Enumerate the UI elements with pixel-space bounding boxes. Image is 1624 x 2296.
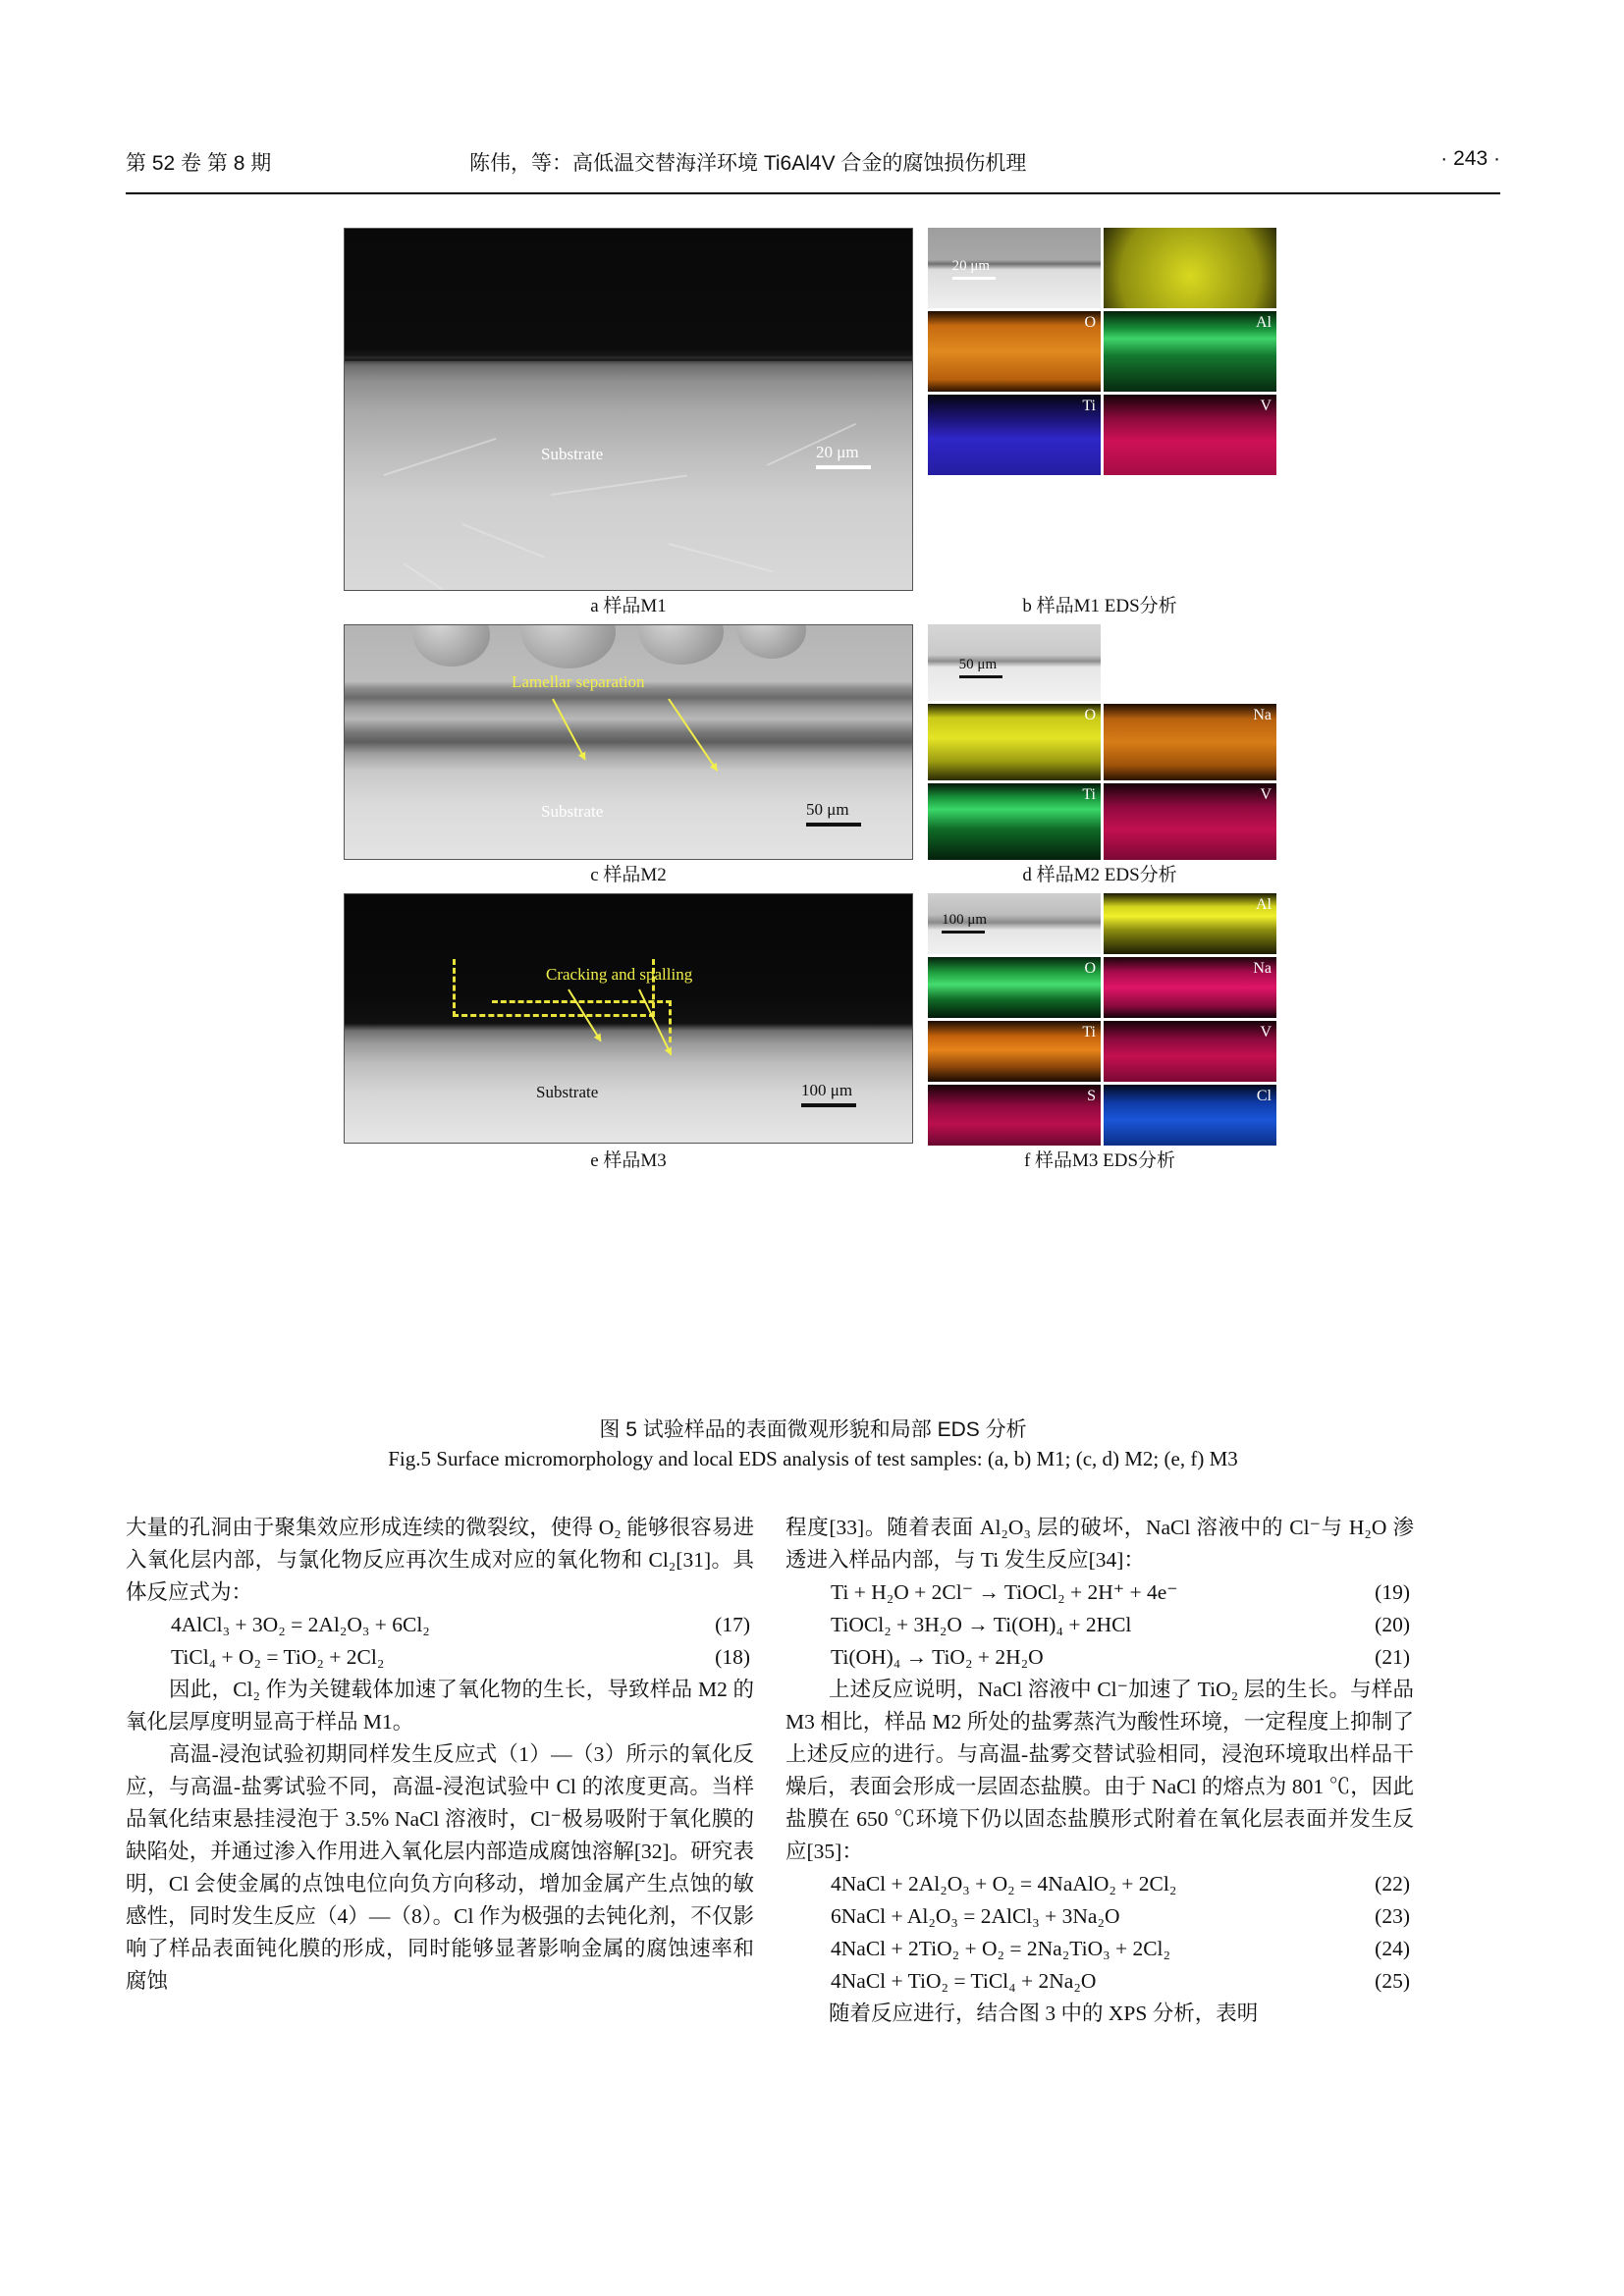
page-number: · 243 · bbox=[1440, 147, 1500, 170]
eds-map-na-m3: Na bbox=[1104, 957, 1276, 1018]
equation-22-number: (22) bbox=[1375, 1872, 1410, 1896]
eds-map-al-m3: Al bbox=[1104, 893, 1276, 954]
page-header bbox=[126, 147, 1500, 187]
eds-map-s-m3: S bbox=[928, 1085, 1101, 1146]
paragraph-right-2: 上述反应说明，NaCl 溶液中 Cl⁻加速了 TiO₂ 层的生长。与样品 M3 相比，样品 M2 所处的盐雾蒸汽为酸性环境，一定程度上抑制了上述反应的进行。与高温-盐雾交替试验相同，浸泡环境取出样品干燥后，表面会形成一层固态盐膜。由于 NaCl 的熔点为 801 ℃，因此盐膜在 650 ℃环境下仍以固态盐膜形式附着在氧化层表面并发生反应[35]： bbox=[785, 1678, 1414, 1863]
eds-map-cl-m3: Cl bbox=[1104, 1085, 1276, 1146]
paragraph-left-2: 因此，Cl₂ 作为关键载体加速了氧化物的生长，导致样品 M2 的氧化层厚度明显高于样品 M1。 bbox=[126, 1678, 754, 1734]
annotation-arrow-1 bbox=[552, 699, 586, 761]
volume-issue: 第 52 卷 第 8 期 bbox=[126, 152, 272, 175]
sem-image-m3 bbox=[344, 893, 913, 1144]
equation-22 bbox=[785, 1868, 1414, 1900]
paragraph-right-3: 随着反应进行，结合图 3 中的 XPS 分析，表明 bbox=[829, 2002, 1259, 2025]
paragraph-left-3: 高温-浸泡试验初期同样发生反应式（1）—（3）所示的氧化反应，与高温-盐雾试验不同，高温-浸泡试验中 Cl 的浓度更高。当样品氧化结束悬挂浸泡于 3.5% NaCl 溶液时，Cl⁻极易吸附于氧化膜的缺陷处，并通过渗入作用进入氧化层内部造成腐蚀溶解[32]。研究表明，Cl 会使金属的点蚀电位向负方向移动，增加金属产生点蚀的敏感性，同时发生反应（4）—（8）。Cl 作为极强的去钝化剂，不仅影响了样品表面钝化膜的形成，同时能够显著影响金属的腐蚀速率和腐蚀 bbox=[126, 1742, 754, 1993]
scalebar-m1: 20 μm bbox=[816, 443, 871, 469]
equation-19-number: (19) bbox=[1375, 1580, 1410, 1604]
substrate-label-m1: Substrate bbox=[541, 445, 604, 463]
annotation-arrow-2 bbox=[668, 698, 718, 771]
equation-17 bbox=[126, 1609, 754, 1641]
equation-19-text: Ti + H₂O + 2Cl⁻ → TiOCl₂ + 2H⁺ + 4e⁻ bbox=[831, 1580, 1178, 1604]
paragraph-right-1: 程度[33]。随着表面 Al₂O₃ 层的破坏，NaCl 溶液中的 Cl⁻与 H₂O 渗透进入样品内部，与 Ti 发生反应[34]： bbox=[785, 1516, 1414, 1572]
body-column-right bbox=[785, 1512, 1414, 2030]
eds-map-ti-m1: Ti bbox=[928, 395, 1101, 475]
equation-20 bbox=[785, 1609, 1414, 1641]
figure-row-2 bbox=[344, 624, 1276, 889]
substrate-label-m3: Substrate bbox=[536, 1083, 599, 1101]
equation-21-number: (21) bbox=[1375, 1645, 1410, 1669]
caption-c: c 样品M2 bbox=[590, 865, 667, 885]
eds-map-o-m1: O bbox=[928, 311, 1101, 392]
annotation-cracking-spalling: Cracking and spalling bbox=[546, 965, 693, 984]
equation-18-number: (18) bbox=[715, 1645, 750, 1669]
eds-map-al-m1: Al bbox=[1104, 311, 1276, 392]
oxide-interface-line bbox=[345, 358, 912, 361]
figure-row-1 bbox=[344, 228, 1276, 620]
eds-sem-thumb-m3 bbox=[928, 893, 1101, 954]
equation-24-text: 4NaCl + 2TiO₂ + O₂ = 2Na₂TiO₃ + 2Cl₂ bbox=[831, 1937, 1171, 1960]
figure-row-2-captions bbox=[344, 860, 1276, 889]
scalebar-m3: 100 μm bbox=[801, 1081, 856, 1107]
equation-21 bbox=[785, 1641, 1414, 1674]
annotation-lamellar-separation: Lamellar separation bbox=[512, 672, 645, 691]
equation-24-number: (24) bbox=[1375, 1937, 1410, 1960]
eds-panel-m3 bbox=[928, 893, 1276, 1146]
eds-map-al-m2: Al bbox=[1256, 627, 1272, 644]
sem-image-m2 bbox=[344, 624, 913, 860]
substrate-label-m2: Substrate bbox=[541, 802, 604, 821]
figure-caption bbox=[126, 1414, 1500, 1471]
equation-19 bbox=[785, 1576, 1414, 1609]
caption-d: d 样品M2 EDS分析 bbox=[1022, 865, 1177, 885]
eds-map-ti-m3: Ti bbox=[928, 1021, 1101, 1082]
figure-row-3-captions bbox=[344, 1146, 1276, 1175]
equation-17-number: (17) bbox=[715, 1613, 750, 1636]
equation-20-text: TiOCl₂ + 3H₂O → Ti(OH)₄ + 2HCl bbox=[831, 1613, 1132, 1636]
figure-caption-en: Fig.5 Surface micromorphology and local EDS analysis of test samples: (a, b) M1; (c, d) M2; (e, f) M3 bbox=[388, 1447, 1238, 1470]
equation-23 bbox=[785, 1900, 1414, 1933]
equation-22-text: 4NaCl + 2Al₂O₃ + O₂ = 4NaAlO₂ + 2Cl₂ bbox=[831, 1872, 1177, 1896]
body-column-left bbox=[126, 1512, 754, 1998]
paragraph-left-1: 大量的孔洞由于聚集效应形成连续的微裂纹，使得 O₂ 能够很容易进入氧化层内部，与氯化物反应再次生成对应的氧化物和 Cl₂[31]。具体反应式为： bbox=[126, 1516, 754, 1604]
header-rule bbox=[126, 192, 1500, 194]
equation-21-text: Ti(OH)₄ → TiO₂ + 2H₂O bbox=[831, 1645, 1044, 1669]
eds-sem-thumb-m1 bbox=[928, 228, 1101, 308]
caption-b: b 样品M1 EDS分析 bbox=[1022, 596, 1177, 616]
figure-caption-cn: 图 5 试验样品的表面微观形貌和局部 EDS 分析 bbox=[599, 1418, 1027, 1441]
eds-map-o-m3: O bbox=[928, 957, 1101, 1018]
eds-panel-m2 bbox=[928, 624, 1276, 860]
eds-map-na-m2: Na bbox=[1104, 704, 1276, 780]
equation-18-text: TiCl₄ + O₂ = TiO₂ + 2Cl₂ bbox=[171, 1645, 385, 1669]
equation-17-text: 4AlCl₃ + 3O₂ = 2Al₂O₃ + 6Cl₂ bbox=[171, 1613, 430, 1636]
eds-panel-m1 bbox=[928, 228, 1276, 475]
equation-18 bbox=[126, 1641, 754, 1674]
equation-23-number: (23) bbox=[1375, 1904, 1410, 1928]
eds-map-v-m3: V bbox=[1104, 1021, 1276, 1082]
caption-e: e 样品M3 bbox=[590, 1150, 667, 1171]
scalebar-eds-m2: 50 μm bbox=[959, 657, 1002, 678]
scalebar-eds-m1: 20 μm bbox=[952, 258, 996, 280]
scalebar-eds-m3: 100 μm bbox=[942, 912, 987, 934]
equation-23-text: 6NaCl + Al₂O₃ = 2AlCl₃ + 3Na₂O bbox=[831, 1904, 1120, 1928]
equation-24 bbox=[785, 1933, 1414, 1965]
figure-5 bbox=[344, 228, 1276, 1179]
scalebar-m2: 50 μm bbox=[806, 800, 861, 827]
eds-sem-thumb-m2 bbox=[928, 624, 1101, 701]
caption-a: a 样品M1 bbox=[590, 596, 667, 616]
eds-map-v-m2: V bbox=[1104, 783, 1276, 860]
eds-map-v-m1: V bbox=[1104, 395, 1276, 475]
eds-map-ti-m2: Ti bbox=[928, 783, 1101, 860]
eds-map-o-m2: O bbox=[928, 704, 1101, 780]
equation-20-number: (20) bbox=[1375, 1613, 1410, 1636]
equation-25-text: 4NaCl + TiO₂ = TiCl₄ + 2Na₂O bbox=[831, 1969, 1097, 1993]
equation-25-number: (25) bbox=[1375, 1969, 1410, 1993]
sem-image-m1 bbox=[344, 228, 913, 591]
eds-map-unlabeled-m1 bbox=[1104, 228, 1276, 308]
equation-25 bbox=[785, 1965, 1414, 1998]
caption-f: f 样品M3 EDS分析 bbox=[1023, 1150, 1176, 1171]
figure-row-1-captions bbox=[344, 591, 1276, 620]
running-title: 陈伟，等：高低温交替海洋环境 Ti6Al4V 合金的腐蚀损伤机理 bbox=[469, 152, 1027, 175]
figure-row-3 bbox=[344, 893, 1276, 1175]
